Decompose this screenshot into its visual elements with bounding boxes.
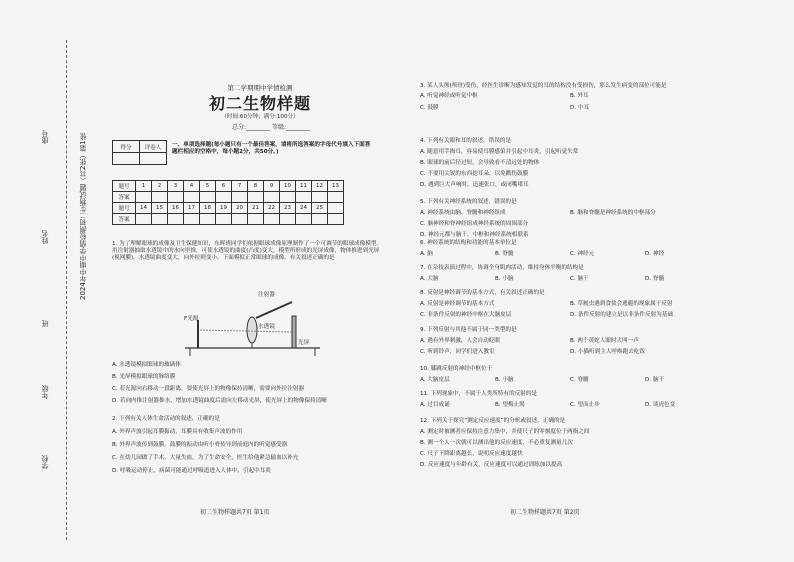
q3-option-d: D. 中耳 — [570, 104, 590, 111]
score-cell[interactable] — [113, 153, 140, 165]
syringe — [256, 302, 292, 318]
q11-option-d: D. 谈虎色变 — [645, 401, 676, 408]
answer-cell[interactable] — [232, 192, 248, 203]
light-screen — [292, 316, 296, 348]
q8-option-b: B. 草履虫遇到食盐会逃避的现象属于反射 — [570, 300, 673, 307]
answer-cell[interactable] — [136, 214, 152, 225]
q4-option-c: C. 不要用尖锐的东西挖耳朵，以免戳伤鼓膜 — [420, 170, 529, 177]
qnum: 11 — [296, 181, 312, 192]
page-title: 初二生物样题 — [208, 94, 311, 113]
q5-option-a: A. 神经系统由脑、脊髓和神经组成 — [420, 209, 506, 216]
answer-cell[interactable] — [232, 214, 248, 225]
score-box — [112, 140, 167, 165]
q9-option-b: B. 两个黄蛇人眼时大叫一声 — [570, 337, 639, 344]
qnum: 7 — [232, 181, 248, 192]
q9-option-a: A. 遇有外界刺激，人会自动眨眼 — [420, 337, 501, 344]
q4-option-b: B. 眼球的前后径过短，会导致看不清远处的物体 — [420, 159, 540, 166]
qnum: 21 — [248, 203, 264, 214]
answer-cell[interactable] — [216, 192, 232, 203]
q1-stem: 1. 为了理解眼球的成像及卫生保健知识，东晖班同学们依据眼球成像原理制作了一个可调节的眼球成像模型。用注射器抽取水透镜中的水向里推，可使水透镜的曲度(凸度)变大。模型所形成的光屏成像，物体推进到光屏(视网膜)，水透镜曲度变大，向外拉则变小。下面模拟正常眼球的成像。有关叙述正确的是 — [112, 241, 383, 261]
question-2 — [112, 416, 384, 475]
q6-stem: 6. 神经系统的结构和功能的基本单位是 — [420, 240, 517, 246]
q7-option-d: D. 脊髓 — [645, 275, 665, 282]
q11-option-c: C. 望而止步 — [570, 401, 600, 408]
score-label: 得分 — [113, 141, 140, 153]
qnum: 4 — [184, 181, 200, 192]
answer-cell[interactable] — [248, 192, 264, 203]
q7-stem: 7. 在杂技表演过程中，协调全身肌肉活动，维持身体平衡的结构是 — [420, 265, 584, 271]
q3-option-a: A. 听觉神经或听觉中枢 — [420, 92, 478, 99]
answer-cell[interactable] — [168, 214, 184, 225]
question-7 — [420, 265, 720, 283]
question-8 — [420, 290, 720, 319]
q10-option-a: A. 大脑皮层 — [420, 376, 450, 383]
level-label: 等级 — [271, 124, 284, 131]
answer-cell[interactable] — [280, 214, 296, 225]
answer-cell[interactable] — [152, 192, 168, 203]
q1-option-b: B. 光屏模拟眼球的脉络膜 — [112, 373, 176, 380]
ans-label: 答案 — [113, 214, 136, 225]
q1-option-c: C. 若光源向右移动一段距离，要使光屏上的物像保持清晰，需要向外拉注射器 — [112, 385, 305, 392]
qnum: 6 — [216, 181, 232, 192]
question-12 — [420, 418, 720, 469]
question-5 — [420, 199, 720, 239]
exam-code: 2024年中期中学情检测初二生物试题（共2张）第1张 — [79, 133, 87, 300]
qnum: 10 — [280, 181, 296, 192]
q10-option-c: C. 脊髓 — [570, 376, 589, 383]
q1-options — [112, 362, 384, 405]
q11-option-b: B. 望梅止渴 — [495, 401, 525, 408]
answer-cell[interactable] — [296, 214, 312, 225]
question-4 — [420, 138, 720, 189]
q4-option-a: A. 随意用手掏耳，容易使耳膜感染并引起中耳炎，引起听觉失常 — [420, 148, 579, 155]
qnum: 17 — [184, 203, 200, 214]
q8-option-c: C. 非条件反射的神经中枢在大脑皮层 — [420, 311, 512, 318]
fig-lens-label: 水透镜 — [258, 324, 275, 330]
q11-stem: 11. 下列现象中，不属于人类所特有的反射的是 — [420, 391, 537, 397]
answer-row-1 — [113, 192, 344, 203]
total-level-line: 总分:________ 等级:________ — [232, 124, 310, 131]
grader-cell[interactable] — [140, 153, 167, 165]
q9-option-d: D. 小猫听到主人呼唤跑去吃饭 — [570, 348, 645, 355]
q7-option-b: B. 小脑 — [495, 275, 514, 282]
q1-option-a: A. 水透镜模拟眼球的玻璃体 — [112, 362, 181, 368]
qnum: 9 — [264, 181, 280, 192]
answer-cell[interactable] — [264, 192, 280, 203]
q11-option-a: A. 过目成诵 — [420, 401, 450, 408]
qnum: 12 — [312, 181, 328, 192]
fig-light-label: F光源 — [184, 316, 199, 322]
q1-figure — [180, 290, 330, 360]
class-label: 班 — [41, 320, 49, 327]
q6-option-b: B. 脊髓 — [495, 250, 514, 257]
answer-cell[interactable] — [152, 214, 168, 225]
answer-cell[interactable] — [296, 192, 312, 203]
school-label: 学校 — [41, 455, 49, 469]
optical-axis — [200, 330, 292, 332]
qnum: 16 — [168, 203, 184, 214]
q6-option-c: C. 神经元 — [570, 250, 595, 257]
q6-option-a: A. 脑 — [420, 250, 433, 257]
answer-cell[interactable] — [168, 192, 184, 203]
qnum: 23 — [280, 203, 296, 214]
answer-cell[interactable] — [216, 214, 232, 225]
answer-row-2 — [113, 214, 344, 225]
empty-cell — [328, 214, 344, 225]
grader-label: 评卷人 — [140, 141, 167, 153]
q8-option-a: A. 反射是神经调节的基本方式 — [420, 300, 495, 307]
name-label: 姓名 — [41, 230, 49, 244]
answer-cell[interactable] — [184, 214, 200, 225]
qnum: 25 — [312, 203, 328, 214]
q2-option-a: A. 外界声波引起耳膜振动，耳膜具有收集声波的作用 — [112, 428, 243, 435]
q2-option-d: D. 呼吸运动停止，病菌可能通过呼吸道进入人体中，引起中耳炎 — [112, 467, 271, 474]
fig-screen-label: 光屏 — [298, 340, 310, 346]
semester-title: 第二学期期中学情检测 — [227, 84, 293, 92]
qnum: 1 — [136, 181, 152, 192]
q8-option-d: D. 条件反射的建立是以非条件反射为基础 — [570, 311, 673, 318]
answer-row-numbers-2 — [113, 203, 344, 214]
q5-option-d: D. 神经元都与脑干，中枢和神经系统相联系 — [420, 231, 529, 238]
row-label: 题号 — [113, 181, 136, 192]
qnum: 2 — [152, 181, 168, 192]
answer-cell[interactable] — [184, 192, 200, 203]
qnum: 14 — [136, 203, 152, 214]
row-label: 题号 — [113, 203, 136, 214]
question-1 — [112, 241, 384, 262]
question-10 — [420, 366, 720, 384]
qnum: 22 — [264, 203, 280, 214]
q3-stem: 3. 某人头颅(颅骨)受伤，经医生诊断为感知发觉的耳的结构没有受损伤，那么发生病变的部位可能是 — [420, 83, 667, 89]
q12-option-d: D. 反应速度与年龄有关，反应速度可以通过训练加以提高 — [420, 461, 563, 468]
footer-left: 初二生物样题共7页 第1页 — [200, 509, 270, 516]
q10-stem: 10. 膝跳反射的神经中枢位于 — [420, 366, 493, 372]
qnum: 19 — [216, 203, 232, 214]
qnum: 18 — [200, 203, 216, 214]
q2-option-b: B. 外界声波传到鼓膜，鼓膜的振动由听小骨传导到前庭内的听觉感受器 — [112, 441, 288, 448]
q4-stem: 4. 下列有关眼和耳的叙述，错误的是 — [420, 138, 512, 144]
answer-table — [112, 180, 344, 225]
question-3 — [420, 83, 720, 112]
qnum: 20 — [232, 203, 248, 214]
total-label: 总分 — [232, 124, 245, 131]
answer-cell[interactable] — [280, 192, 296, 203]
question-9 — [420, 327, 720, 356]
qnum: 13 — [328, 181, 344, 192]
q6-option-d: D. 神经 — [645, 250, 665, 257]
ans-label: 答案 — [113, 192, 136, 203]
q12-option-b: B. 测一个人一次就可以测出他的反应速度，不必重复测量几次 — [420, 439, 573, 446]
answer-cell[interactable] — [248, 214, 264, 225]
q12-stem: 12. 下列关于探究“测定反应速度”的分析或叙述，正确的是 — [420, 418, 566, 424]
q2-stem: 2. 下列有关人体生命活动的叙述，正确的是 — [112, 416, 220, 422]
answer-cell[interactable] — [200, 192, 216, 203]
answer-cell[interactable] — [136, 192, 152, 203]
qnum: 8 — [248, 181, 264, 192]
qnum: 5 — [200, 181, 216, 192]
fig-syringe-label: 注射器 — [258, 292, 275, 298]
q5-option-b: B. 脑和脊髓是神经系统的中枢部分 — [570, 209, 656, 216]
q3-option-c: C. 鼓膜 — [420, 104, 439, 111]
water-lens — [247, 317, 257, 343]
footer-right: 初二生物样题共7页 第2页 — [510, 509, 580, 516]
answer-row-numbers-1 — [113, 181, 344, 192]
seat-label: 座号 — [41, 130, 49, 144]
q10-option-b: B. 小脑 — [495, 376, 514, 383]
q12-option-a: A. 测定时被测者应保持注意力集中，并使尺子的零刻度位于两指之间 — [420, 428, 590, 435]
qnum: 3 — [168, 181, 184, 192]
qnum: 24 — [296, 203, 312, 214]
q7-option-c: C. 脑干 — [570, 275, 589, 282]
q7-option-a: A. 大脑 — [420, 275, 439, 282]
grade-label: 年级 — [41, 385, 49, 399]
q12-option-c: C. 尺子下降距离越长，说明反应速度越快 — [420, 450, 523, 457]
answer-cell[interactable] — [264, 214, 280, 225]
answer-cell[interactable] — [328, 192, 344, 203]
binding-strip — [0, 0, 96, 562]
q4-option-d: D. 遇到巨大声响时，迅速张口，或闭嘴堵耳 — [420, 181, 529, 188]
qnum: 15 — [152, 203, 168, 214]
question-11 — [420, 391, 720, 409]
q3-option-b: B. 外耳 — [570, 92, 589, 99]
q9-option-c: C. 听到铃声，同学们进入教室 — [420, 348, 495, 355]
time-score: （时间:60分钟；满分:100分） — [221, 114, 299, 120]
q5-option-c: C. 脑神经和脊神经组成神经系统的周围部分 — [420, 220, 529, 227]
empty-cell — [328, 203, 344, 214]
q1-option-d: D. 若向内推注射器推水，增加水透镜曲度后需向左移动光屏，使光屏上的物像保持清晰 — [112, 397, 327, 404]
q2-option-c: C. 在幼儿园做了手术，大量失血，为了生命安全，医生给他紧急输血以补充 — [112, 454, 299, 461]
q10-option-d: D. 脑干 — [645, 376, 665, 383]
answer-cell[interactable] — [312, 192, 328, 203]
question-6 — [420, 240, 720, 258]
answer-cell[interactable] — [200, 214, 216, 225]
q8-stem: 8. 反射是神经调节的基本方式，有关叙述正确的是 — [420, 290, 545, 296]
binding-dashed-line — [66, 40, 67, 540]
answer-cell[interactable] — [312, 214, 328, 225]
q9-stem: 9. 下列反射与其他不属于同一类型的是 — [420, 327, 517, 333]
q5-stem: 5. 下列有关神经系统的叙述，错误的是 — [420, 199, 517, 205]
section1-title: 一、单项选择题(每小题只有一个最佳答案，请将所选答案的字母代号填入下面答题栏相应的空格中，每小题2分，共50分。) — [172, 142, 371, 155]
